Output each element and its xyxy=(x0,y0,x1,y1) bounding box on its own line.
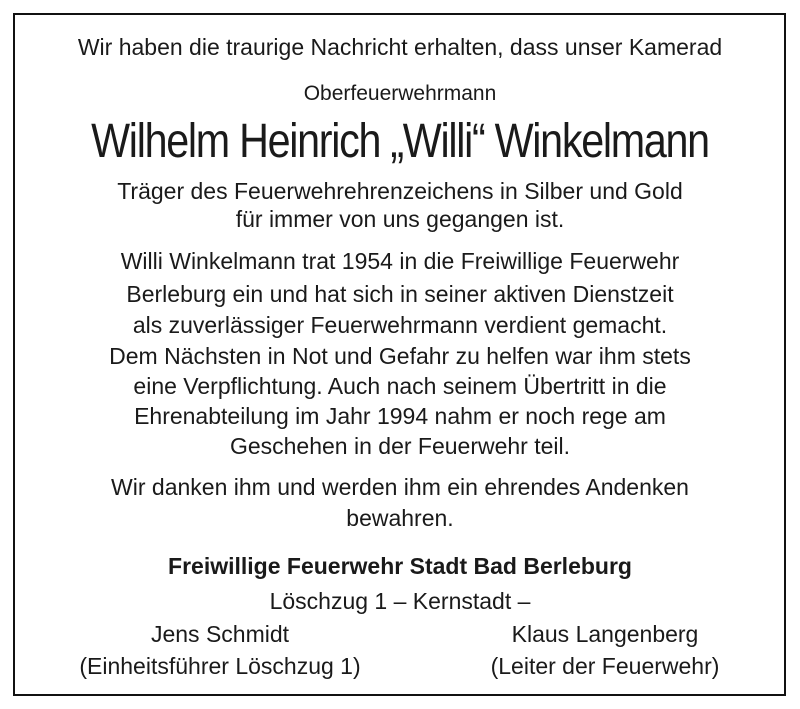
signatory-2-name: Klaus Langenberg xyxy=(511,621,699,647)
bio-line-3: als zuverlässiger Feuerwehrmann verdient gemacht. xyxy=(132,312,668,338)
deceased-name: Wilhelm Heinrich „Willi“ Winkelmann xyxy=(91,115,709,168)
bio-line-2: Berleburg ein und hat sich in seiner aktiven Dienstzeit xyxy=(126,281,674,307)
bio-line-5: eine Verpflichtung. Auch nach seinem Übertritt in die xyxy=(133,373,667,399)
honor-line-2: für immer von uns gegangen ist. xyxy=(235,206,565,232)
honor-line-1: Träger des Feuerwehrehrenzeichens in Silber und Gold xyxy=(117,178,683,204)
thanks-line-1: Wir danken ihm und werden ihm ein ehrendes Andenken xyxy=(111,474,689,500)
unit-name: Löschzug 1 – Kernstadt – xyxy=(269,588,531,614)
bio-line-1: Willi Winkelmann trat 1954 in die Freiwillige Feuerwehr xyxy=(120,248,680,274)
bio-line-6: Ehrenabteilung im Jahr 1994 nahm er noch rege am xyxy=(134,403,666,429)
signatory-1-name: Jens Schmidt xyxy=(150,621,290,647)
signatory-1-role: (Einheitsführer Löschzug 1) xyxy=(79,653,361,679)
organization-name: Freiwillige Feuerwehr Stadt Bad Berleburg xyxy=(168,553,632,579)
signatory-2-role: (Leiter der Feuerwehr) xyxy=(490,653,720,679)
rank-title: Oberfeuerwehrmann xyxy=(303,82,497,105)
bio-line-4: Dem Nächsten in Not und Gefahr zu helfen war ihm stets xyxy=(109,343,691,369)
thanks-line-2: bewahren. xyxy=(346,505,454,531)
intro-text: Wir haben die traurige Nachricht erhalten, dass unser Kamerad xyxy=(77,34,723,60)
bio-line-7: Geschehen in der Feuerwehr teil. xyxy=(229,433,571,459)
